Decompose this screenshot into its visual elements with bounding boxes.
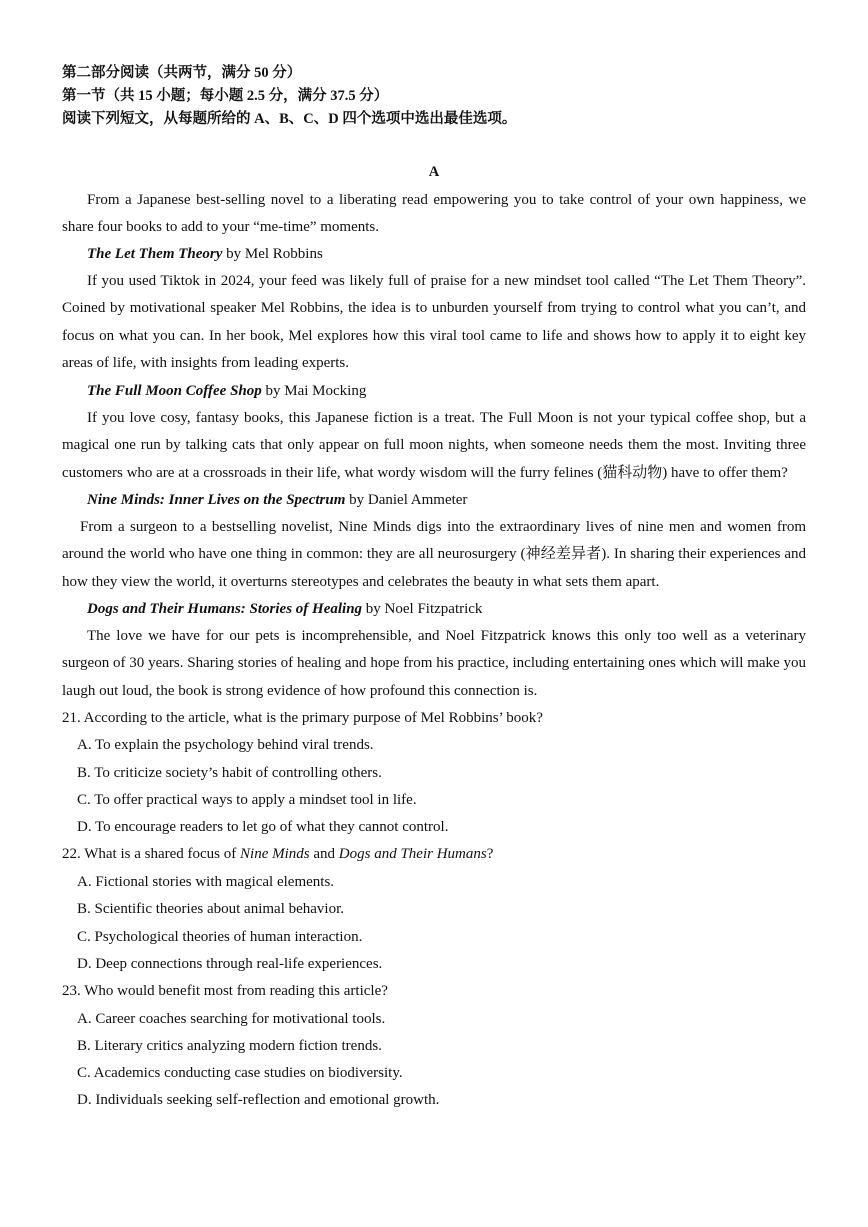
book-heading-1 [87, 246, 323, 263]
instructions: 阅读下列短文，从每题所给的 A、B、C、D 四个选项中选出最佳选项。 [62, 111, 517, 127]
book-text: If you love cosy, fantasy books, this Japanese fiction is a treat. The Full Moon is not your typical coffee shop, but a magical one run by talking cats that only appear on full moon nights, when someone needs them the most. Inviting three customers who are at a crossroads in their life, what wordy wisdom will the furry felines (猫科动物) have to offer them? [62, 410, 806, 481]
q21-option-a: A. To explain the psychology behind viral trends. [77, 737, 374, 753]
intro-text: From a Japanese best-selling novel to a liberating read empowering you to take control of your own happiness, we share four books to add to your “me-time” moments. [62, 192, 806, 236]
q23-option-b: B. Literary critics analyzing modern fiction trends. [77, 1038, 382, 1054]
q22-option-a: A. Fictional stories with magical elements. [77, 874, 335, 890]
q21-option-c: C. To offer practical ways to apply a mindset tool in life. [77, 792, 417, 808]
q23-option-c: C. Academics conducting case studies on biodiversity. [77, 1065, 403, 1081]
book-author: by Noel Fitzpatrick [362, 601, 483, 617]
book-description-3 [62, 514, 806, 596]
q22-stem-end: ? [486, 846, 494, 862]
q22-option-b: B. Scientific theories about animal behavior. [77, 901, 345, 917]
book-heading-3 [87, 492, 467, 509]
book-heading-2 [87, 383, 366, 400]
q23-option-a: A. Career coaches searching for motivational tools. [77, 1011, 386, 1027]
question-22 [62, 846, 493, 863]
book-text: If you used Tiktok in 2024, your feed was likely full of praise for a new mindset tool called “The Let Them Theory”. Coined by motivational speaker Mel Robbins, the idea is to unburden yourself from trying to control what you can’t, and focus on what you can. In her book, Mel explores how this viral tool came to life and shows how to apply it to eight key areas of life, with insights from leading experts. [62, 273, 806, 371]
book-title: The Full Moon Coffee Shop [87, 383, 262, 399]
book-text: From a surgeon to a bestselling novelist, Nine Minds digs into the extraordinary lives of nine men and women from around the world who have one thing in common: they are all neurosurgery (神经差异者). In sharing their experiences and how they view the world, it overturns stereotypes and celebrates the beauty in what sets them apart. [62, 519, 806, 590]
subsection-heading: 第一节（共 15 小题；每小题 2.5 分，满分 37.5 分） [62, 88, 389, 104]
book-title: Nine Minds: Inner Lives on the Spectrum [87, 492, 346, 508]
question-23: 23. Who would benefit most from reading this article? [62, 983, 388, 999]
book-heading-4 [87, 601, 482, 618]
q22-book-1: Nine Minds [240, 846, 310, 862]
book-author: by Mai Mocking [261, 383, 367, 399]
passage-intro [62, 187, 806, 242]
q21-option-b: B. To criticize society’s habit of controlling others. [77, 765, 382, 781]
book-author: by Daniel Ammeter [345, 492, 468, 508]
q22-stem-mid: and [309, 846, 339, 862]
passage-label: A [428, 164, 440, 180]
q22-option-d: D. Deep connections through real-life experiences. [77, 956, 383, 972]
question-21: 21. According to the article, what is the primary purpose of Mel Robbins’ book? [62, 710, 543, 726]
book-title: The Let Them Theory [87, 246, 223, 262]
book-text: The love we have for our pets is incomprehensible, and Noel Fitzpatrick knows this only too well as a veterinary surgeon of 30 years. Sharing stories of healing and hope from his practice, including entertaining ones which will make you laugh out loud, the book is strong evidence of how profound this connection is. [62, 628, 806, 699]
book-description-2 [62, 405, 806, 487]
section-heading: 第二部分阅读（共两节，满分 50 分） [62, 65, 302, 81]
book-title: Dogs and Their Humans: Stories of Healing [87, 601, 363, 617]
book-description-1 [62, 268, 806, 377]
q22-stem-start: 22. What is a shared focus of [62, 846, 241, 862]
q21-option-d: D. To encourage readers to let go of what they cannot control. [77, 819, 449, 835]
book-description-4 [62, 623, 806, 705]
book-author: by Mel Robbins [222, 246, 323, 262]
q22-option-c: C. Psychological theories of human interaction. [77, 929, 363, 945]
q23-option-d: D. Individuals seeking self-reflection and emotional growth. [77, 1092, 440, 1108]
q22-book-2: Dogs and Their Humans [338, 846, 487, 862]
